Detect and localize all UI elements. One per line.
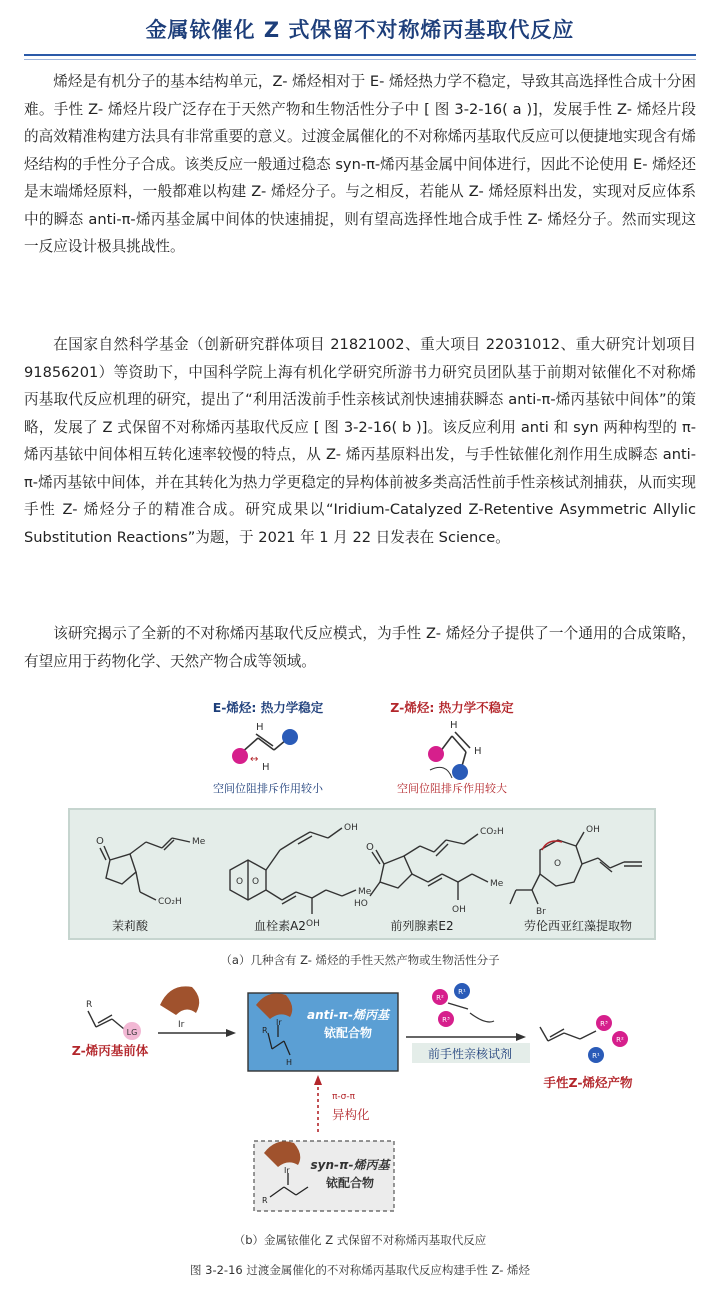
- svg-text:O: O: [252, 877, 260, 887]
- svg-text:↔: ↔: [250, 754, 259, 765]
- leaving-group-label: LG: [126, 1028, 138, 1037]
- paragraph-3: 该研究揭示了全新的不对称烯丙基取代反应模式，为手性 Z- 烯烃分子提供了一个通用的合成策略，有望应用于药物化学、天然产物合成等领域。: [24, 625, 696, 670]
- svg-text:H: H: [256, 722, 264, 733]
- title-rule: [24, 54, 696, 56]
- product-label-3: 前列腺素E2: [390, 919, 454, 933]
- figure-b-caption: （b）金属铱催化 Z 式保留不对称烯丙基取代反应: [233, 1233, 487, 1247]
- paragraph-2: 在国家自然科学基金（创新研究群体项目 21821002、重大项目 22031012、重大研究计划项目 91856201）等资助下，中国科学院上海有机化学研究所游书力研究员团队基于前期对铱催化不对称烯丙基取代反应机理的研究，提出了“利用活泼前手性亲核试剂快速捕获瞬态 anti-π-烯丙基铱中间体”的策略，发展了 Z 式保留不对称烯丙基取代反应 [ 图 3-2-16( b )]。该反应利用 anti 和 syn 两种构型的 π-烯丙基铱中间体相互转化速率较慢的特点，从 Z- 烯丙基原料出发，与手性铱催化剂作用生成瞬态 anti-π-烯丙基铱中间体，并在其转化为热力学更稳定的异构体前被多类高活性前手性亲核试剂捕获，从而实现手性 Z- 烯烃分子的精准合成。研究成果以“Iridium-Catalyzed Z-Retentive Asymmetric Allylic Substitution Reactions”为题，于 2021 年 1 月 22 日发表在 Science。: [24, 336, 696, 546]
- svg-text:Ir: Ir: [276, 1018, 282, 1027]
- svg-text:H: H: [474, 746, 482, 757]
- svg-text:R¹: R¹: [458, 988, 466, 996]
- svg-text:CO₂H: CO₂H: [480, 827, 504, 837]
- svg-text:R³: R³: [442, 1016, 450, 1024]
- svg-text:H: H: [262, 762, 270, 773]
- svg-text:Me: Me: [490, 879, 504, 889]
- svg-text:Me: Me: [358, 887, 372, 897]
- e-alkene-label: E-烯烃: 热力学稳定: [212, 700, 324, 715]
- product-label-2: 血栓素A2: [254, 919, 306, 933]
- page-title: 金属铱催化 Z 式保留不对称烯丙基取代反应: [145, 18, 575, 42]
- svg-text:OH: OH: [306, 919, 320, 929]
- svg-text:O: O: [236, 877, 244, 887]
- svg-text:R: R: [86, 1000, 93, 1010]
- z-alkene-label: Z-烯烃: 热力学不稳定: [390, 700, 514, 715]
- svg-text:R¹: R¹: [592, 1052, 600, 1060]
- svg-text:O: O: [96, 836, 104, 847]
- e-alkene-sublabel: 空间位阻排斥作用较小: [213, 782, 323, 795]
- title-rule-thin: [24, 59, 696, 60]
- figure-a-alkene-comparison: [0, 690, 720, 810]
- figure-a-caption: （a）几种含有 Z- 烯烃的手性天然产物或生物活性分子: [220, 953, 500, 967]
- svg-text:OH: OH: [586, 825, 600, 835]
- syn-complex-label-1: syn-π-烯丙基: [310, 1158, 390, 1172]
- nucleophile-label: 前手性亲核试剂: [427, 1047, 513, 1061]
- svg-text:R²: R²: [436, 994, 444, 1002]
- svg-text:R³: R³: [600, 1020, 608, 1028]
- product-label-1: 茉莉酸: [111, 919, 149, 933]
- svg-text:CO₂H: CO₂H: [158, 897, 182, 907]
- product-label: 手性Z-烯烃产物: [543, 1075, 633, 1090]
- isomerization-label: 异构化: [332, 1107, 370, 1122]
- paragraph-1: 烯烃是有机分子的基本结构单元，Z- 烯烃相对于 E- 烯烃热力学不稳定，导致其高选择性合成十分困难。手性 Z- 烯烃片段广泛存在于天然产物和生物活性分子中 [ 图 3-2-16( a )]，发展手性 Z- 烯烃片段的高效精准构建方法具有非常重要的意义。过渡金属催化的不对称烯丙基取代反应可以便捷地实现含有烯烃结构的手性分子合成。该类反应一般通过稳态 syn-π-烯丙基金属中间体进行，因此不论使用 E- 烯烃还是末端烯烃原料，一般都难以构建 Z- 烯烃分子。与之相反，若能从 Z- 烯烃原料出发，实现对反应体系中的瞬态 anti-π-烯丙基金属中间体的快速捕捉，则有望高选择性地合成手性 Z- 烯烃分子。然而实现这一反应设计极具挑战性。: [24, 73, 696, 255]
- z-alkene-sublabel: 空间位阻排斥作用较大: [397, 782, 507, 795]
- svg-text:O: O: [554, 859, 562, 869]
- svg-text:H: H: [450, 720, 458, 731]
- svg-text:R: R: [262, 1026, 268, 1035]
- e-alkene-structure: [232, 722, 298, 773]
- svg-text:R²: R²: [616, 1036, 624, 1044]
- svg-text:O: O: [366, 842, 374, 853]
- figure-b-reaction-scheme: [0, 975, 720, 1230]
- syn-complex-label-2: 铱配合物: [325, 1176, 375, 1190]
- z-alkene-structure: [428, 720, 482, 780]
- isomer-mechanism-label: π-σ-π: [332, 1092, 356, 1102]
- precursor-label: Z-烯丙基前体: [71, 1043, 149, 1058]
- svg-text:Br: Br: [536, 907, 546, 917]
- svg-text:H: H: [286, 1058, 293, 1067]
- ir-label-1: Ir: [178, 1020, 185, 1030]
- natural-products-box: [68, 808, 656, 940]
- svg-text:Ir: Ir: [284, 1166, 290, 1175]
- svg-text:R: R: [262, 1196, 268, 1205]
- anti-complex-label-1: anti-π-烯丙基: [307, 1008, 389, 1022]
- svg-text:OH: OH: [344, 823, 358, 833]
- anti-complex-label-2: 铱配合物: [323, 1026, 373, 1040]
- svg-text:HO: HO: [354, 899, 368, 909]
- svg-text:OH: OH: [452, 905, 466, 915]
- svg-text:Me: Me: [192, 837, 206, 847]
- natural-products-structures: [70, 810, 654, 938]
- figure-title: 图 3-2-16 过渡金属催化的不对称烯丙基取代反应构建手性 Z- 烯烃: [189, 1263, 530, 1277]
- product-label-4: 劳伦西亚红藻提取物: [523, 919, 633, 933]
